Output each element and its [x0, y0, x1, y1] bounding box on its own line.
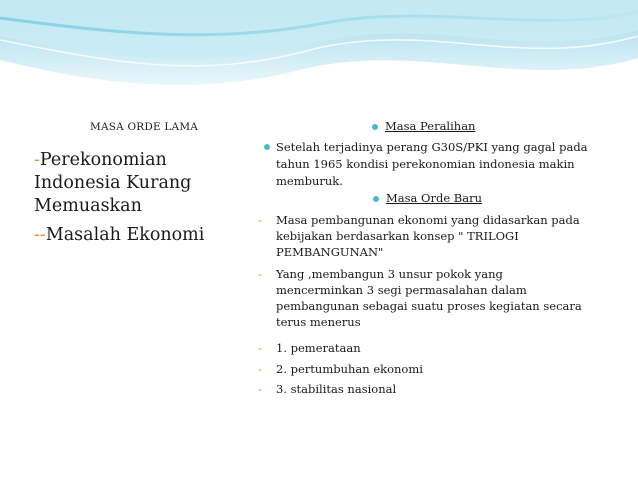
para-line: Setelah terjadinya perang G30S/PKI yang gagal pada	[276, 140, 588, 154]
item-line: Masa pembangunan ekonomi yang didasarkan pada	[276, 213, 580, 227]
item-line: Yang ,membangun 3 unsur pokok yang	[276, 267, 503, 281]
dash-marker: -	[258, 213, 262, 227]
left-text-4: Masalah Ekonomi	[45, 225, 205, 245]
item-line: pembangunan sebagai suatu proses kegiatan secara	[276, 299, 582, 313]
dash-marker: -	[258, 341, 262, 355]
left-line-2: Indonesia Kurang	[34, 173, 192, 193]
left-text-1: Perekonomian	[39, 150, 167, 170]
item-line: kebijakan berdasarkan konsep " TRILOGI	[276, 229, 519, 243]
item-line: PEMBANGUNAN"	[276, 245, 384, 259]
bullet-icon	[373, 196, 379, 202]
item-line: 3. stabilitas nasional	[276, 382, 397, 396]
dash-marker: -	[258, 382, 262, 396]
dash-marker: -	[34, 150, 40, 170]
para-line: memburuk.	[276, 174, 343, 188]
item-line: 2. pertumbuhan ekonomi	[276, 362, 423, 376]
item-line: terus menerus	[276, 315, 361, 329]
dash-marker: -	[258, 267, 262, 281]
bullet-icon	[372, 124, 378, 130]
heading-text: Masa Peralihan	[385, 119, 476, 133]
left-column-title: MASA ORDE LAMA	[90, 121, 199, 133]
item-line: 1. pemerataan	[276, 341, 361, 355]
left-line-3: Memuaskan	[34, 196, 142, 216]
item-line: mencerminkan 3 segi permasalahan dalam	[276, 283, 527, 297]
heading-text: Masa Orde Baru	[386, 191, 483, 205]
heading-masa-orde-baru	[373, 190, 482, 207]
bullet-icon	[264, 144, 270, 150]
dash-marker: --	[34, 225, 46, 245]
para-line: tahun 1965 kondisi perekonomian indonesia makin	[276, 157, 575, 171]
heading-masa-peralihan	[372, 118, 475, 135]
dash-marker: -	[258, 362, 262, 376]
